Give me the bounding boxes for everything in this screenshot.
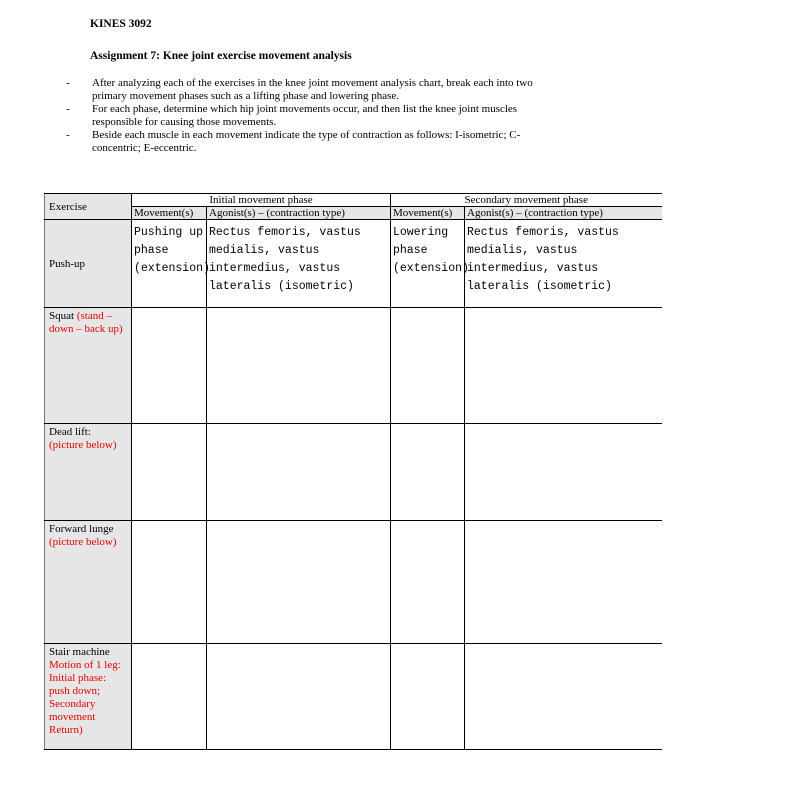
initial-agonist-cell[interactable] xyxy=(207,424,391,521)
initial-movement-cell[interactable] xyxy=(132,521,207,644)
secondary-movement-cell: Lowering phase (extension) xyxy=(391,220,465,308)
secondary-movement-cell[interactable] xyxy=(391,424,465,521)
movement-analysis-table xyxy=(44,193,662,750)
initial-movement-cell[interactable] xyxy=(132,424,207,521)
secondary-movement-cell[interactable] xyxy=(391,308,465,424)
exercise-cell: Dead lift: (picture below) xyxy=(45,424,132,521)
initial-agonists-header: Agonist(s) – (contraction type) xyxy=(207,207,391,220)
course-code: KINES 3092 xyxy=(90,18,152,30)
secondary-movements-header: Movement(s) xyxy=(391,207,465,220)
table-row xyxy=(45,308,662,424)
initial-movements-header: Movement(s) xyxy=(132,207,207,220)
initial-movement-cell: Pushing up phase (extension) xyxy=(132,220,207,308)
initial-agonist-cell[interactable] xyxy=(207,521,391,644)
secondary-agonist-cell: Rectus femoris, vastus medialis, vastus intermedius, vastus lateralis (isometric) xyxy=(465,220,662,308)
instruction-item: - After analyzing each of the exercises in the knee joint movement analysis chart, break each into two primary movement phases such as a lifting phase and lowering phase. xyxy=(66,77,533,102)
initial-agonist-cell[interactable] xyxy=(207,644,391,750)
exercise-header: Exercise xyxy=(45,194,132,220)
secondary-agonists-header: Agonist(s) – (contraction type) xyxy=(465,207,662,220)
initial-agonist-cell: Rectus femoris, vastus medialis, vastus intermedius, vastus lateralis (isometric) xyxy=(207,220,391,308)
secondary-phase-header: Secondary movement phase xyxy=(391,194,662,207)
table-row xyxy=(45,220,662,308)
table-row xyxy=(45,424,662,521)
secondary-agonist-cell[interactable] xyxy=(465,644,662,750)
instruction-item: - Beside each muscle in each movement indicate the type of contraction as follows: I-isometric; C-concentric; E-eccentric. xyxy=(66,129,521,154)
initial-movement-cell[interactable] xyxy=(132,308,207,424)
exercise-cell: Push-up xyxy=(45,220,132,308)
exercise-cell: Squat (stand – down – back up) xyxy=(45,308,132,424)
initial-agonist-cell[interactable] xyxy=(207,308,391,424)
table-row xyxy=(45,644,662,750)
secondary-agonist-cell[interactable] xyxy=(465,521,662,644)
assignment-title: Assignment 7: Knee joint exercise movement analysis xyxy=(90,50,352,62)
instruction-item: - For each phase, determine which hip joint movements occur, and then list the knee joint muscles responsible for causing those movements. xyxy=(66,103,518,128)
instruction-list xyxy=(66,77,546,155)
initial-movement-cell[interactable] xyxy=(132,644,207,750)
exercise-cell: Forward lunge (picture below) xyxy=(45,521,132,644)
initial-phase-header: Initial movement phase xyxy=(132,194,391,207)
secondary-movement-cell[interactable] xyxy=(391,521,465,644)
secondary-agonist-cell[interactable] xyxy=(465,308,662,424)
secondary-movement-cell[interactable] xyxy=(391,644,465,750)
table-row xyxy=(45,521,662,644)
exercise-cell: Stair machine Motion of 1 leg: Initial phase: push down; Secondary movement Return) xyxy=(45,644,132,750)
secondary-agonist-cell[interactable] xyxy=(465,424,662,521)
